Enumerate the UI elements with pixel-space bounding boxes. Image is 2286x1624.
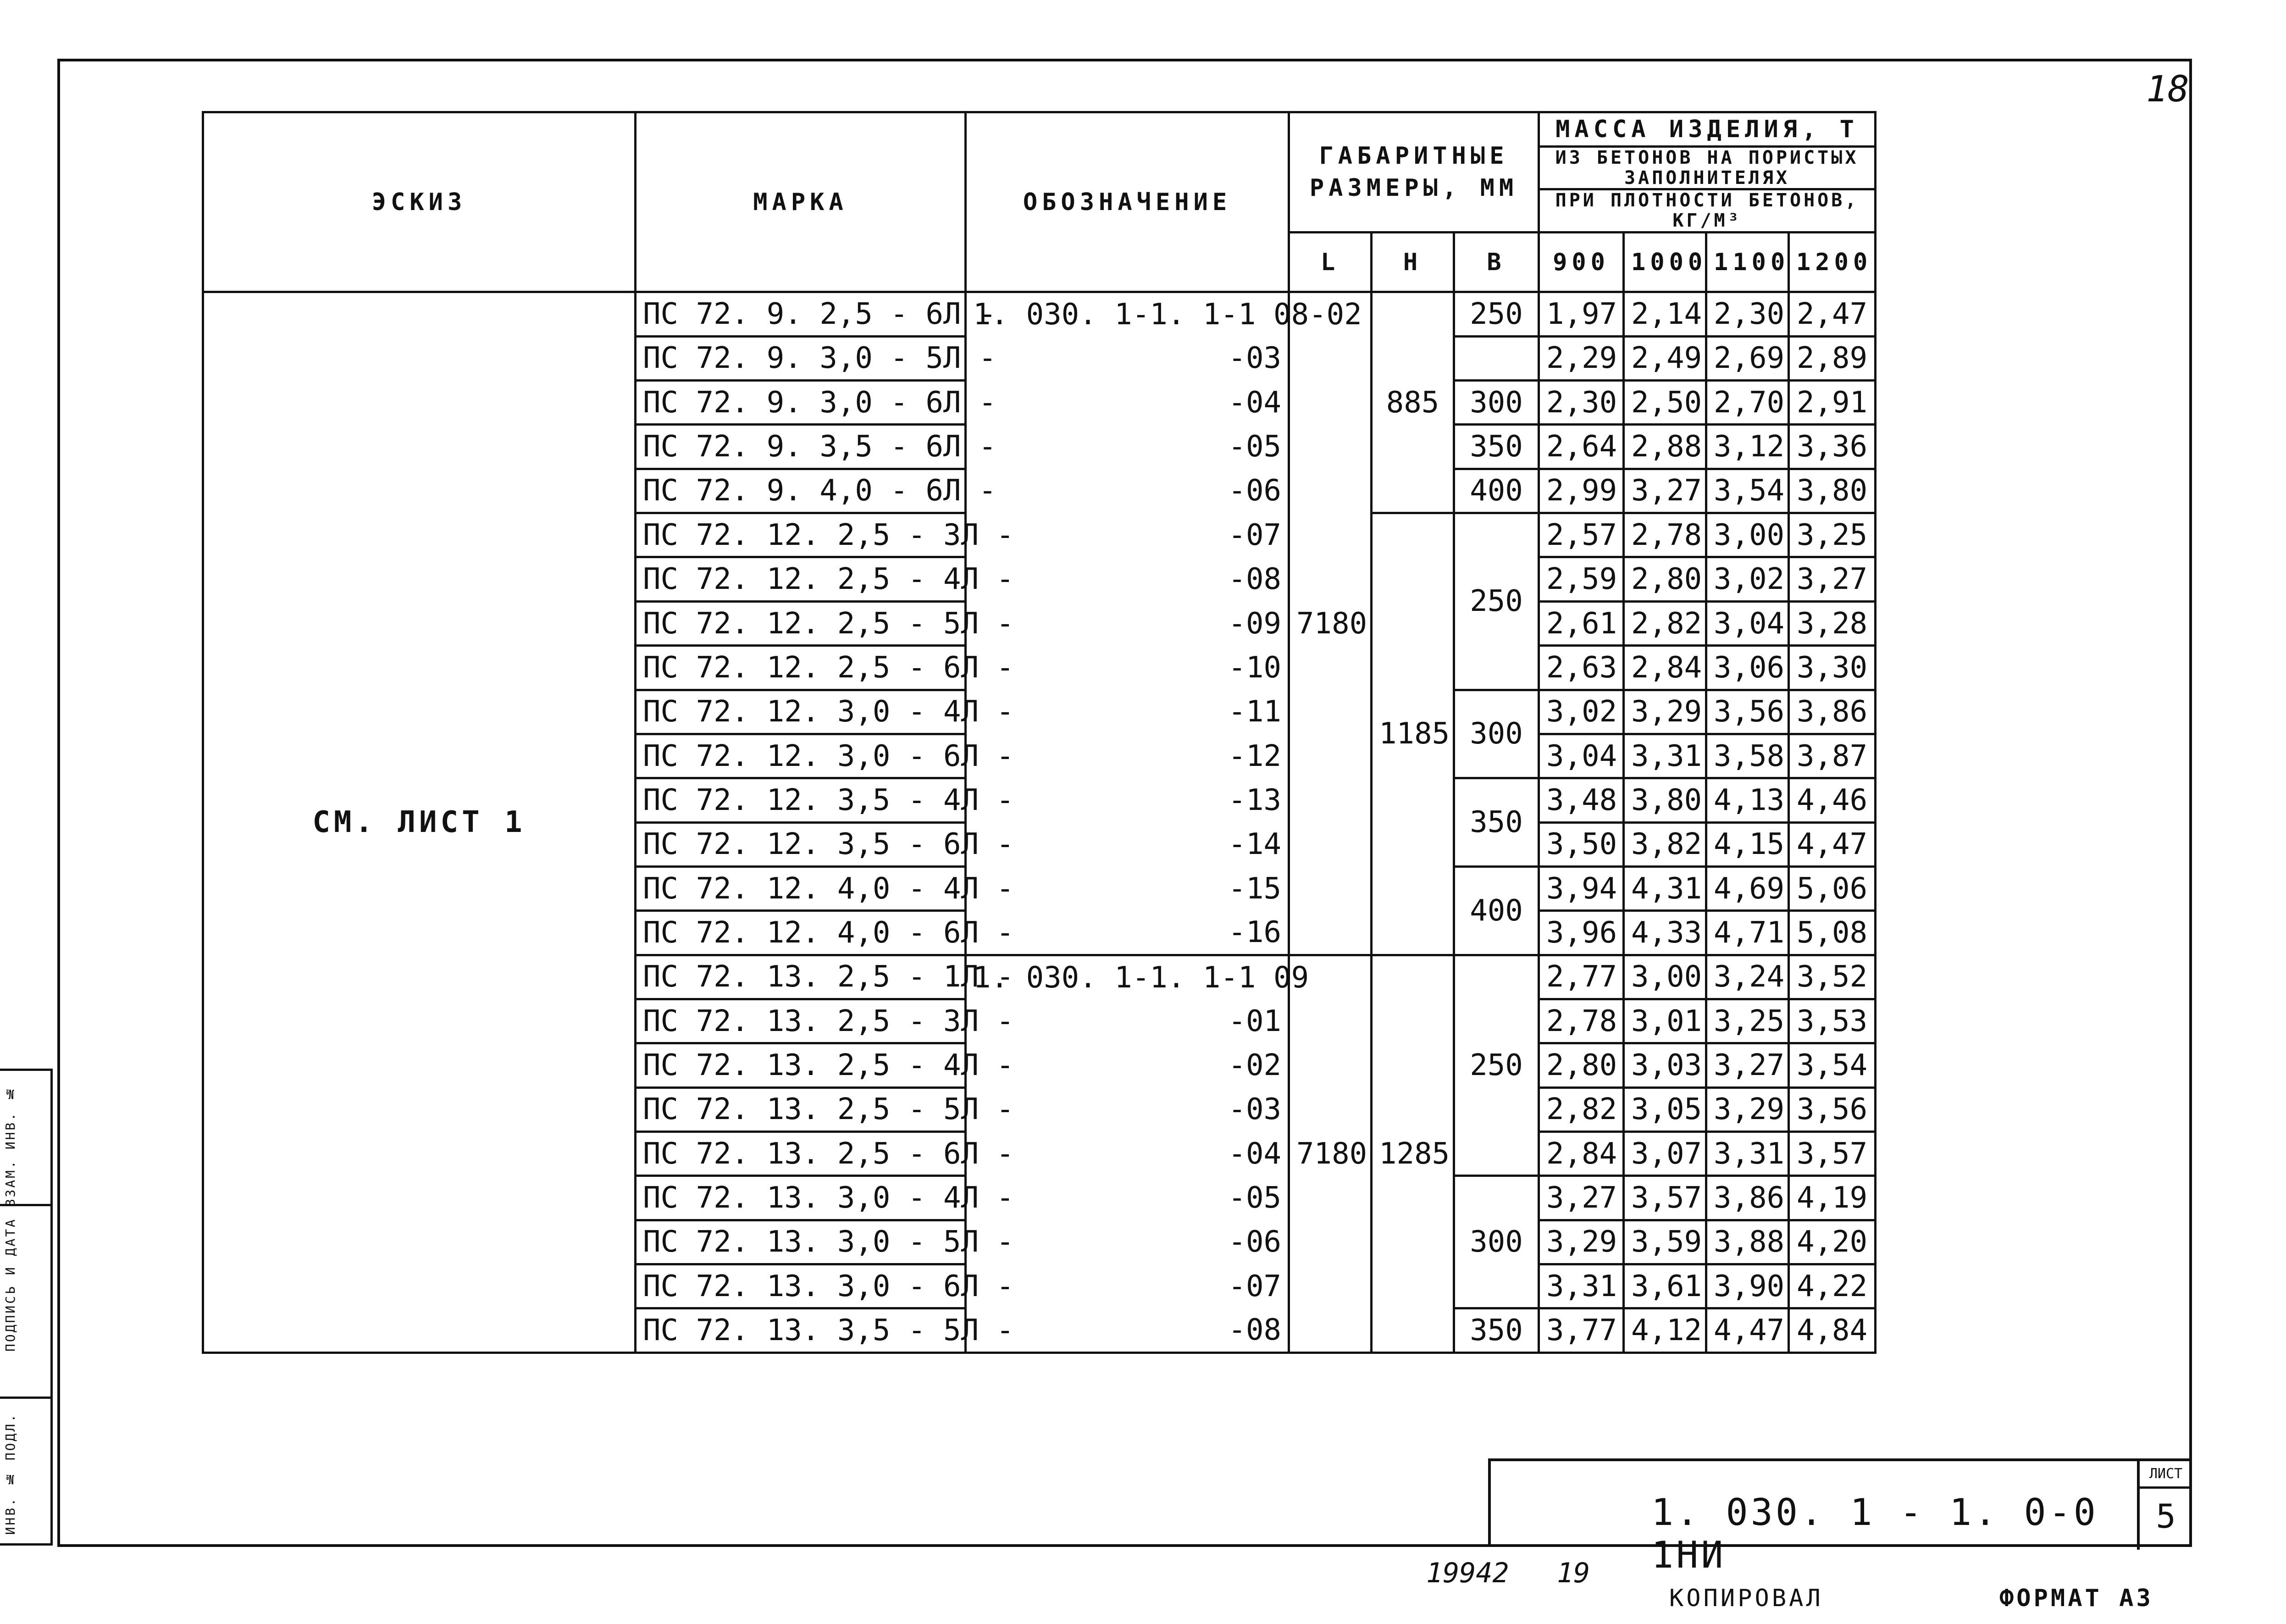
mass-cell: 2,80: [1539, 1043, 1624, 1087]
mass-cell: 2,78: [1624, 513, 1706, 557]
mass-cell: 3,27: [1539, 1176, 1624, 1220]
footer-number-1: 19942: [1426, 1557, 1509, 1589]
designation-cell: [966, 601, 1289, 645]
designation-suffix: -02: [1309, 298, 1362, 332]
mass-cell: 3,29: [1539, 1220, 1624, 1264]
header-mark: МАРКА: [636, 112, 966, 292]
length-cell: 7180: [1289, 292, 1372, 955]
mass-cell: 2,82: [1539, 1087, 1624, 1131]
mass-cell: 3,88: [1706, 1220, 1789, 1264]
table-row: [203, 292, 1876, 336]
mass-cell: 2,30: [1706, 292, 1789, 336]
mass-cell: 4,46: [1789, 778, 1876, 822]
sheet-label: ЛИСТ: [2140, 1461, 2192, 1489]
height-cell: 1285: [1372, 955, 1454, 1352]
header-dims: ГАБАРИТНЫЕ РАЗМЕРЫ, ММ: [1289, 112, 1539, 233]
mass-cell: 3,54: [1706, 469, 1789, 513]
header-900: 900: [1539, 232, 1624, 292]
footer-format: ФОРМАТ А3: [1999, 1585, 2153, 1612]
mass-cell: 3,02: [1706, 557, 1789, 601]
header-L: L: [1289, 232, 1372, 292]
designation-cell: [966, 469, 1289, 513]
mass-cell: 3,54: [1789, 1043, 1876, 1087]
designation-suffix: -06: [1228, 474, 1281, 508]
designation-prefix: 1. 030. 1-1. 1-1 09: [973, 960, 1309, 995]
height-cell: 1185: [1372, 513, 1454, 955]
designation-cell: [966, 425, 1289, 469]
width-cell: 300: [1454, 381, 1539, 425]
mass-cell: 3,27: [1789, 557, 1876, 601]
mass-cell: 2,84: [1624, 646, 1706, 690]
designation-suffix: -09: [1228, 606, 1281, 641]
mass-cell: 2,78: [1539, 999, 1624, 1043]
side-label-3: ВЗАМ. ИНВ. №: [3, 1085, 18, 1207]
mass-cell: 3,77: [1539, 1308, 1624, 1353]
side-label-1: ИНВ. № ПОДЛ.: [3, 1413, 18, 1535]
mass-cell: 4,12: [1624, 1308, 1706, 1353]
mass-cell: 2,91: [1789, 381, 1876, 425]
document-code: 1. 030. 1 - 1. 0-0 1НИ: [1651, 1491, 2098, 1576]
mass-cell: 2,70: [1706, 381, 1789, 425]
width-cell: 250: [1454, 955, 1539, 1176]
designation-suffix: -16: [1228, 915, 1281, 949]
mass-cell: 3,27: [1706, 1043, 1789, 1087]
mark-cell: ПС 72. 13. 2,5 - 1Л -: [636, 955, 966, 999]
mass-cell: 3,06: [1706, 646, 1789, 690]
mass-cell: 2,29: [1539, 336, 1624, 380]
spec-table: [202, 111, 1876, 1354]
mark-cell: ПС 72. 12. 2,5 - 6Л -: [636, 646, 966, 690]
mass-cell: 2,88: [1624, 425, 1706, 469]
mass-cell: 3,31: [1624, 734, 1706, 778]
mark-cell: ПС 72. 13. 2,5 - 5Л -: [636, 1087, 966, 1131]
header-H: Н: [1372, 232, 1454, 292]
mass-cell: 4,20: [1789, 1220, 1876, 1264]
mass-cell: 3,00: [1706, 513, 1789, 557]
header-B: В: [1454, 232, 1539, 292]
designation-suffix: -13: [1228, 783, 1281, 817]
designation-suffix: -01: [1228, 1004, 1281, 1038]
mark-cell: ПС 72. 13. 2,5 - 6Л -: [636, 1131, 966, 1175]
mass-cell: 2,89: [1789, 336, 1876, 380]
side-strip: [0, 1069, 53, 1546]
designation-cell: [966, 1308, 1289, 1353]
designation-suffix: -05: [1228, 1181, 1281, 1215]
sketch-reference: СМ. ЛИСТ 1: [203, 292, 636, 1353]
designation-suffix: -07: [1228, 518, 1281, 552]
mass-cell: 3,03: [1624, 1043, 1706, 1087]
mass-cell: 2,14: [1624, 292, 1706, 336]
designation-cell: [966, 911, 1289, 955]
mass-cell: 3,57: [1624, 1176, 1706, 1220]
mass-cell: 2,57: [1539, 513, 1624, 557]
mass-cell: 3,12: [1706, 425, 1789, 469]
mass-cell: 2,64: [1539, 425, 1624, 469]
designation-cell: [966, 336, 1289, 380]
designation-cell: [966, 513, 1289, 557]
mark-cell: ПС 72. 12. 2,5 - 4Л -: [636, 557, 966, 601]
mass-cell: 4,71: [1706, 911, 1789, 955]
mark-cell: ПС 72. 13. 3,0 - 6Л -: [636, 1264, 966, 1308]
designation-suffix: -08: [1228, 562, 1281, 597]
mass-cell: 3,05: [1624, 1087, 1706, 1131]
mass-cell: 4,13: [1706, 778, 1789, 822]
mass-cell: 2,63: [1539, 646, 1624, 690]
mark-cell: ПС 72. 12. 3,0 - 6Л -: [636, 734, 966, 778]
designation-cell: [966, 822, 1289, 866]
designation-suffix: -10: [1228, 650, 1281, 685]
mass-cell: 3,29: [1624, 690, 1706, 734]
designation-cell: [966, 1087, 1289, 1131]
mass-cell: 2,77: [1539, 955, 1624, 999]
mark-cell: ПС 72. 12. 4,0 - 6Л -: [636, 911, 966, 955]
mass-cell: 4,47: [1789, 822, 1876, 866]
mass-cell: 1,97: [1539, 292, 1624, 336]
mass-cell: 2,50: [1624, 381, 1706, 425]
header-designation: ОБОЗНАЧЕНИЕ: [966, 112, 1289, 292]
mass-cell: 2,47: [1789, 292, 1876, 336]
mass-cell: 3,04: [1706, 601, 1789, 645]
designation-suffix: -06: [1228, 1225, 1281, 1259]
designation-cell: [966, 866, 1289, 910]
mass-cell: 2,59: [1539, 557, 1624, 601]
mass-cell: 4,84: [1789, 1308, 1876, 1353]
mass-cell: 4,22: [1789, 1264, 1876, 1308]
length-cell: 7180: [1289, 955, 1372, 1352]
designation-suffix: -15: [1228, 871, 1281, 906]
designation-cell: [966, 381, 1289, 425]
designation-suffix: -05: [1228, 430, 1281, 464]
header-mass: [1539, 112, 1876, 233]
mark-cell: ПС 72. 13. 3,0 - 5Л -: [636, 1220, 966, 1264]
side-label-2: ПОДПИСЬ И ДАТА: [3, 1218, 18, 1352]
mark-cell: ПС 72. 9. 3,5 - 6Л -: [636, 425, 966, 469]
mass-cell: 4,47: [1706, 1308, 1789, 1353]
mark-cell: ПС 72. 13. 2,5 - 3Л -: [636, 999, 966, 1043]
mass-cell: 3,53: [1789, 999, 1876, 1043]
mass-cell: 3,01: [1624, 999, 1706, 1043]
mark-cell: ПС 72. 13. 3,0 - 4Л -: [636, 1176, 966, 1220]
mark-cell: ПС 72. 9. 3,0 - 5Л -: [636, 336, 966, 380]
mark-cell: ПС 72. 12. 3,5 - 6Л -: [636, 822, 966, 866]
mass-cell: 2,84: [1539, 1131, 1624, 1175]
designation-cell: [966, 999, 1289, 1043]
designation-cell: [966, 778, 1289, 822]
designation-cell: [966, 1131, 1289, 1175]
page-number: 18: [2146, 69, 2189, 110]
mass-cell: 3,96: [1539, 911, 1624, 955]
mass-cell: 3,80: [1624, 778, 1706, 822]
mass-cell: 3,82: [1624, 822, 1706, 866]
mass-cell: 5,06: [1789, 866, 1876, 910]
mass-cell: 3,07: [1624, 1131, 1706, 1175]
sheet-box: [2137, 1461, 2192, 1550]
mark-cell: ПС 72. 13. 2,5 - 4Л -: [636, 1043, 966, 1087]
width-cell: 400: [1454, 866, 1539, 955]
mass-cell: 3,50: [1539, 822, 1624, 866]
mass-cell: 3,56: [1706, 690, 1789, 734]
mass-cell: 4,19: [1789, 1176, 1876, 1220]
mark-cell: ПС 72. 9. 4,0 - 6Л -: [636, 469, 966, 513]
mark-cell: ПС 72. 12. 4,0 - 4Л -: [636, 866, 966, 910]
width-cell: 350: [1454, 778, 1539, 867]
mass-cell: 3,80: [1789, 469, 1876, 513]
mass-cell: 3,90: [1706, 1264, 1789, 1308]
designation-suffix: -08: [1228, 1313, 1281, 1347]
designation-cell: [966, 690, 1289, 734]
width-cell: 400: [1454, 469, 1539, 513]
header-1200: 1200: [1789, 232, 1876, 292]
designation-suffix: -03: [1228, 1092, 1281, 1127]
designation-suffix: -04: [1228, 385, 1281, 420]
mass-cell: 3,28: [1789, 601, 1876, 645]
width-cell: 250: [1454, 513, 1539, 690]
designation-cell: [966, 1043, 1289, 1087]
mass-cell: 2,99: [1539, 469, 1624, 513]
designation-cell: [966, 955, 1309, 999]
designation-suffix: -04: [1228, 1136, 1281, 1171]
width-cell: [1454, 336, 1539, 380]
mark-cell: ПС 72. 12. 3,0 - 4Л -: [636, 690, 966, 734]
mass-cell: 4,69: [1706, 866, 1789, 910]
sheet-number: 5: [2156, 1497, 2176, 1535]
mark-cell: ПС 72. 12. 2,5 - 5Л -: [636, 601, 966, 645]
mass-cell: 3,29: [1706, 1087, 1789, 1131]
mass-cell: 3,58: [1706, 734, 1789, 778]
designation-suffix: -02: [1228, 1048, 1281, 1082]
mass-cell: 3,02: [1539, 690, 1624, 734]
mass-cell: 3,56: [1789, 1087, 1876, 1131]
mass-cell: 3,30: [1789, 646, 1876, 690]
header-1100: 1100: [1706, 232, 1789, 292]
designation-suffix: -03: [1228, 341, 1281, 376]
mark-cell: ПС 72. 9. 3,0 - 6Л -: [636, 381, 966, 425]
mark-cell: ПС 72. 12. 3,5 - 4Л -: [636, 778, 966, 822]
designation-suffix: -14: [1228, 827, 1281, 862]
mass-cell: 3,52: [1789, 955, 1876, 999]
mass-cell: 3,31: [1706, 1131, 1789, 1175]
mass-cell: 2,82: [1624, 601, 1706, 645]
designation-cell: [966, 646, 1289, 690]
designation-cell: [966, 734, 1289, 778]
designation-suffix: -07: [1228, 1269, 1281, 1303]
mass-cell: 3,00: [1624, 955, 1706, 999]
designation-prefix: 1. 030. 1-1. 1-1 08: [973, 298, 1309, 332]
mass-cell: 3,24: [1706, 955, 1789, 999]
designation-cell: [966, 292, 1362, 336]
mass-cell: 3,86: [1706, 1176, 1789, 1220]
mass-cell: 3,36: [1789, 425, 1876, 469]
designation-suffix: -12: [1228, 739, 1281, 773]
designation-suffix: -11: [1228, 695, 1281, 729]
width-cell: 350: [1454, 1308, 1539, 1353]
mass-cell: 3,04: [1539, 734, 1624, 778]
mass-cell: 3,57: [1789, 1131, 1876, 1175]
mass-subtitle-1: ИЗ БЕТОНОВ НА ПОРИСТЫХ ЗАПОЛНИТЕЛЯХ: [1540, 148, 1874, 190]
width-cell: 250: [1454, 292, 1539, 336]
mass-cell: 2,61: [1539, 601, 1624, 645]
mass-cell: 2,30: [1539, 381, 1624, 425]
width-cell: 300: [1454, 690, 1539, 778]
designation-cell: [966, 1176, 1289, 1220]
width-cell: 350: [1454, 425, 1539, 469]
mark-cell: ПС 72. 9. 2,5 - 6Л -: [636, 292, 966, 336]
mass-cell: 2,80: [1624, 557, 1706, 601]
mass-cell: 3,87: [1789, 734, 1876, 778]
mass-title: МАССА ИЗДЕЛИЯ, Т: [1540, 113, 1874, 148]
mass-cell: 3,61: [1624, 1264, 1706, 1308]
footer-number-2: 19: [1557, 1557, 1590, 1589]
mark-cell: ПС 72. 12. 2,5 - 3Л -: [636, 513, 966, 557]
mass-cell: 2,49: [1624, 336, 1706, 380]
width-cell: 300: [1454, 1176, 1539, 1308]
mass-cell: 3,31: [1539, 1264, 1624, 1308]
mass-cell: 4,31: [1624, 866, 1706, 910]
mass-cell: 2,69: [1706, 336, 1789, 380]
mass-cell: 3,25: [1706, 999, 1789, 1043]
header-1000: 1000: [1624, 232, 1706, 292]
mass-cell: 3,94: [1539, 866, 1624, 910]
mark-cell: ПС 72. 13. 3,5 - 5Л -: [636, 1308, 966, 1353]
mass-cell: 3,59: [1624, 1220, 1706, 1264]
mass-cell: 3,25: [1789, 513, 1876, 557]
designation-cell: [966, 1220, 1289, 1264]
mass-cell: 4,15: [1706, 822, 1789, 866]
mass-cell: 3,48: [1539, 778, 1624, 822]
header-sketch: ЭСКИЗ: [203, 112, 636, 292]
footer-copied: КОПИРОВАЛ: [1669, 1585, 1823, 1612]
designation-cell: [966, 557, 1289, 601]
mass-cell: 3,27: [1624, 469, 1706, 513]
mass-cell: 4,33: [1624, 911, 1706, 955]
mass-cell: 3,86: [1789, 690, 1876, 734]
mass-cell: 5,08: [1789, 911, 1876, 955]
designation-cell: [966, 1264, 1289, 1308]
height-cell: 885: [1372, 292, 1454, 513]
mass-subtitle-2: ПРИ ПЛОТНОСТИ БЕТОНОВ, КГ/М³: [1555, 190, 1859, 232]
